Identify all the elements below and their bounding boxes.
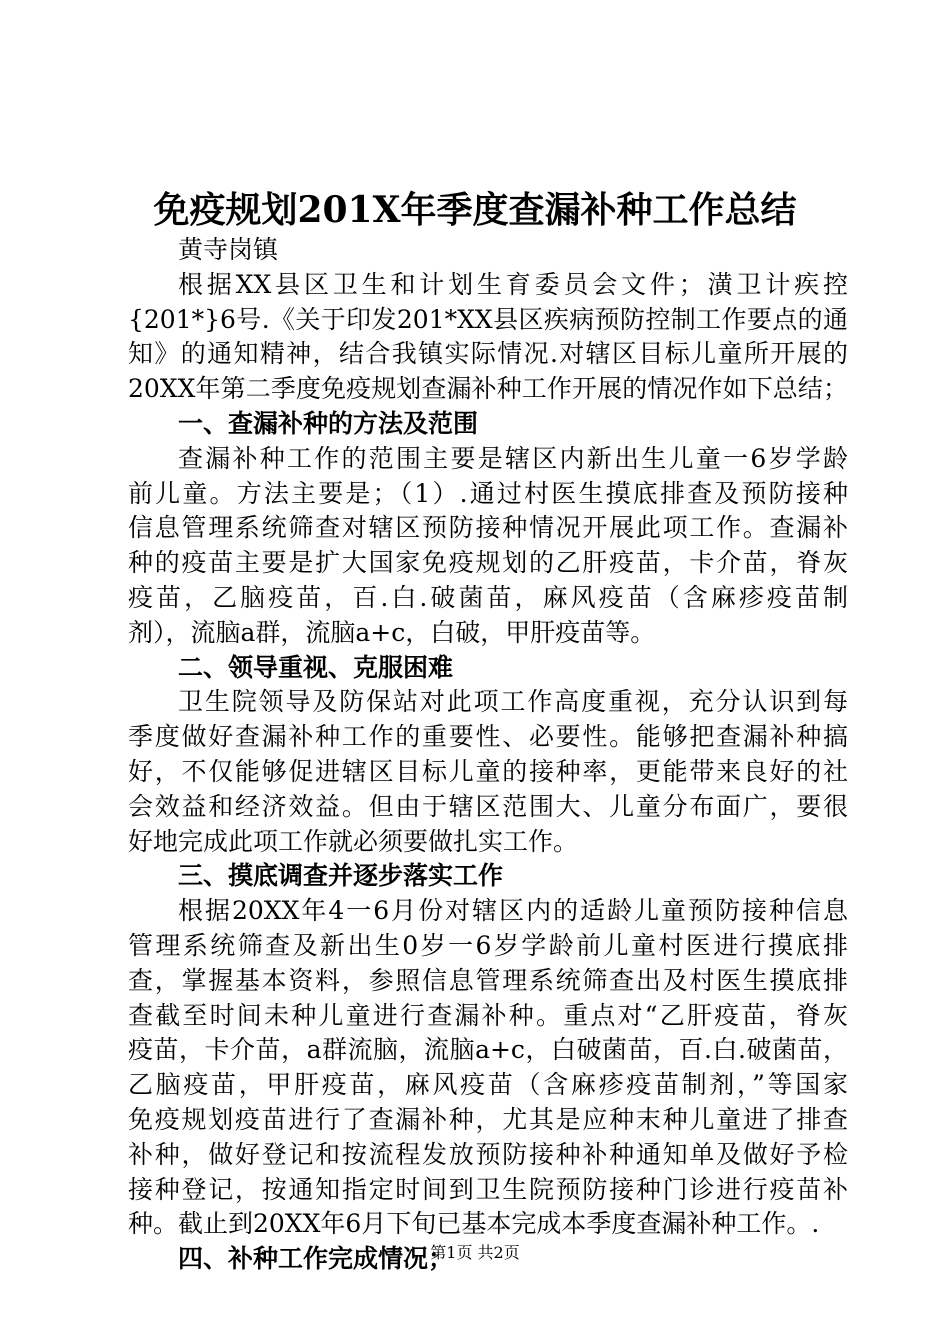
document-body (128, 233, 848, 1277)
paragraph-line: 知》的通知精神，结合我镇实际情况.对辖区目标儿童所开展的 (128, 339, 848, 369)
paragraph-line: 乙脑疫苗，甲肝疫苗，麻风疫苗（含麻疹疫苗制剂，”等国家 (128, 1070, 848, 1100)
paragraph-line: 季度做好查漏补种工作的重要性、必要性。能够把查漏补种搞 (128, 722, 848, 752)
paragraph-line: 20XX年第二季度免疫规划查漏补种工作开展的情况作如下总结； (128, 374, 848, 404)
paragraph-line: 管理系统筛查及新出生0岁一6岁学龄前儿童村医进行摸底排 (128, 930, 848, 960)
paragraph-line: 查漏补种工作的范围主要是辖区内新出生儿童一6岁学龄 (178, 443, 848, 473)
paragraph-line: 免疫规划疫苗进行了查漏补种，尤其是应种末种儿童进了排查 (128, 1104, 848, 1134)
paragraph-line: 卫生院领导及防保站对此项工作高度重视，充分认识到每 (178, 687, 848, 717)
paragraph-line: 补种，做好登记和按流程发放预防接种补种通知单及做好予检 (128, 1139, 848, 1169)
paragraph-line: 根据XX县区卫生和计划生育委员会文件；潢卫计疾控 (178, 269, 848, 299)
paragraph-line: 前儿童。方法主要是；（1）.通过村医生摸底排查及预防接种 (128, 478, 848, 508)
paragraph-line: 信息管理系统筛查对辖区预防接种情况开展此项工作。查漏补 (128, 513, 848, 543)
section-heading: 三、摸底调查并逐步落实工作 (178, 861, 504, 891)
paragraph-line: 查截至时间未种儿童进行查漏补种。重点对“乙肝疫苗，脊灰 (128, 1000, 848, 1030)
section-heading: 二、领导重视、克服困难 (178, 652, 454, 682)
section-heading: 四、补种工作完成情况； (178, 1244, 454, 1274)
author-line: 黄寺岗镇 (178, 235, 279, 264)
document-title: 免疫规划201X年季度查漏补种工作总结 (153, 189, 797, 231)
paragraph-line: 种。截止到20XX年6月下旬已基本完成本季度查漏补种工作。. (128, 1209, 820, 1239)
paragraph-line: 好，不仅能够促进辖区目标儿童的接种率，更能带来良好的社 (128, 756, 848, 786)
paragraph-line: 疫苗，卡介苗，a群流脑，流脑a+c，白破菌苗，百.白.破菌苗， (128, 1035, 848, 1065)
paragraph-line: 好地完成此项工作就必须要做扎实工作。 (128, 826, 579, 856)
paragraph-line: 种的疫苗主要是扩大国家免疫规划的乙肝疫苗，卡介苗，脊灰 (128, 548, 848, 578)
page-number: 第1页 共2页 (430, 1243, 520, 1262)
paragraph-line: 接种登记，按通知指定时间到卫生院预防接种门诊进行疫苗补 (128, 1174, 848, 1204)
paragraph-line: 会效益和经济效益。但由于辖区范围大、儿童分布面广，要很 (128, 791, 848, 821)
paragraph-line: 剂），流脑a群，流脑a+c，白破，甲肝疫苗等。 (128, 617, 656, 647)
paragraph-line: 根据20XX年4一6月份对辖区内的适龄儿童预防接种信息 (178, 896, 848, 926)
paragraph-line: 查，掌握基本资料，参照信息管理系统筛查出及村医生摸底排 (128, 965, 848, 995)
paragraph-line: 疫苗，乙脑疫苗，百.白.破菌苗，麻风疫苗（含麻疹疫苗制 (128, 582, 848, 612)
section-heading: 一、查漏补种的方法及范围 (178, 408, 479, 438)
paragraph-line: {201*}6号.《关于印发201*XX县区疾病预防控制工作要点的通 (128, 304, 848, 334)
